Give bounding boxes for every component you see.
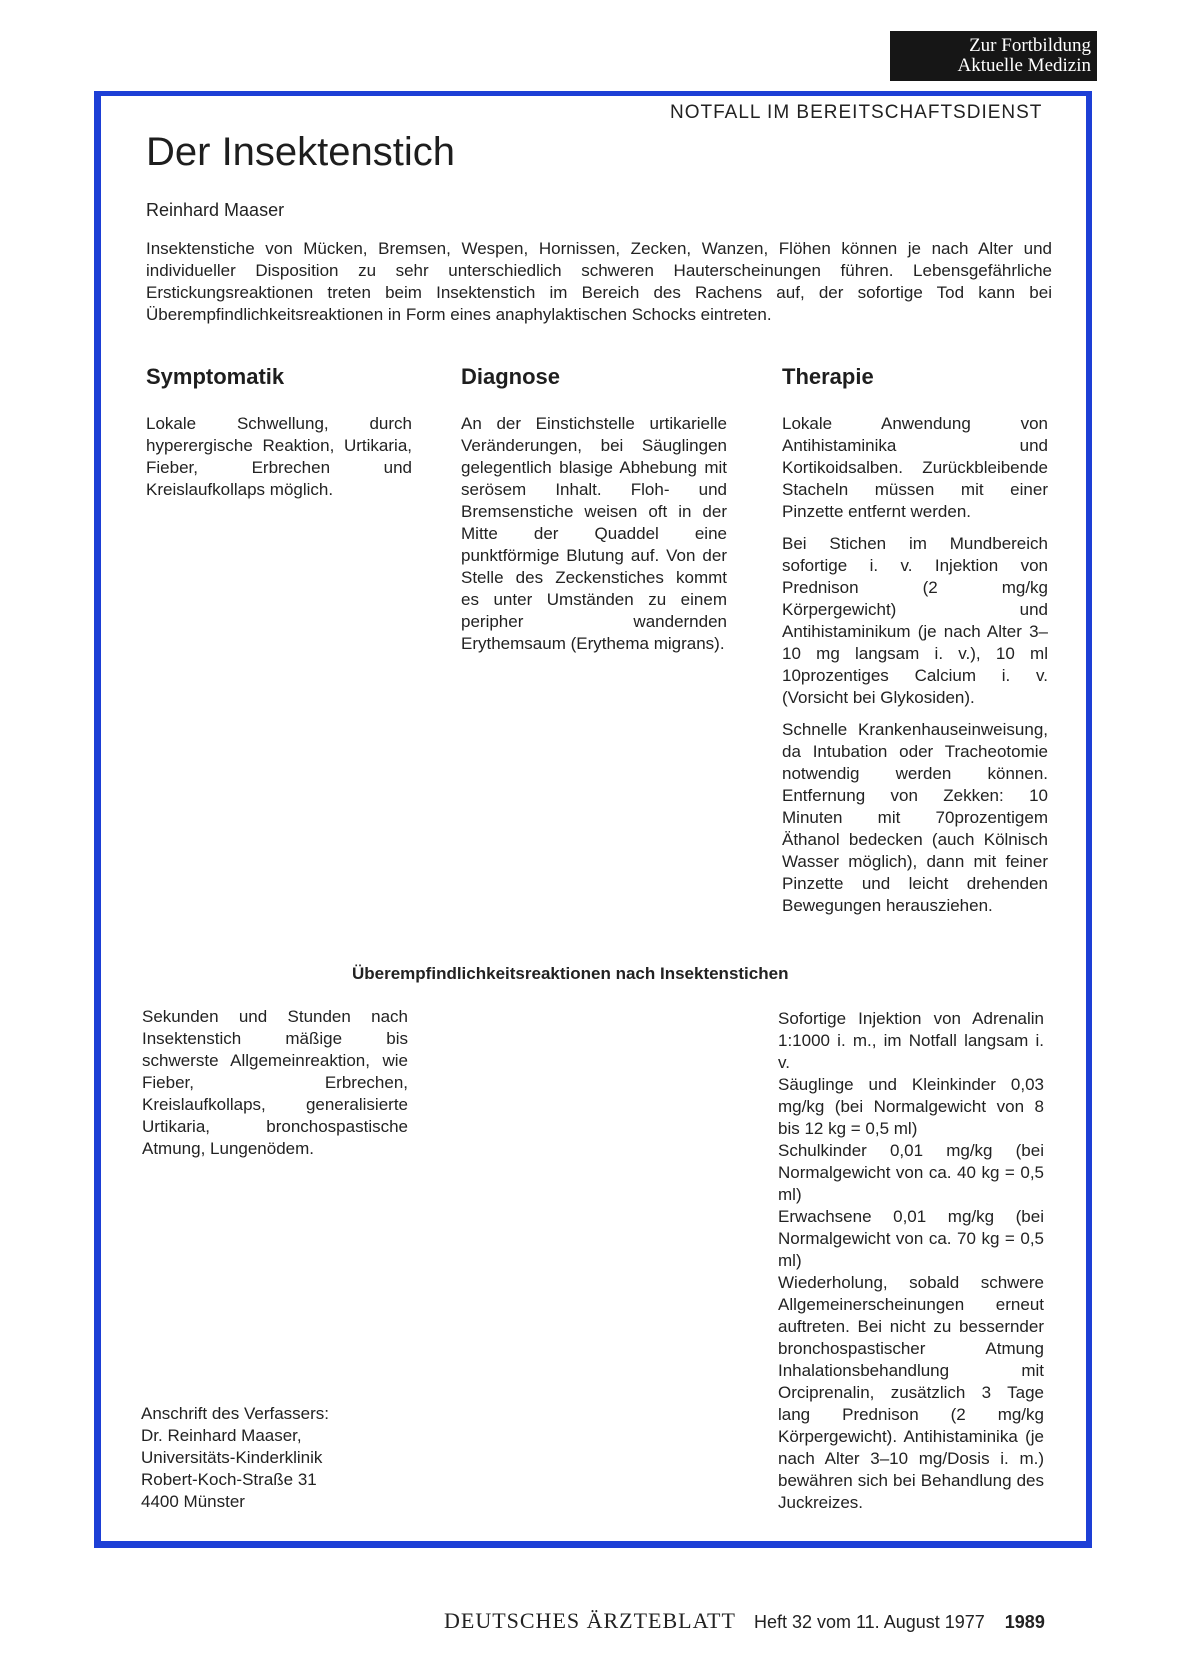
section-tag-line1: Zur Fortbildung (969, 35, 1091, 56)
article-intro: Insektenstiche von Mücken, Bremsen, Wespen, Hornissen, Zecken, Wanzen, Flöhen können je nach Alter und individueller Disposition zu sehr unterschiedlich schweren Hauterscheinungen führen. Lebensgefährliche Erstickungsreaktionen treten beim Insektenstich im Bereich des Rachens auf, der sofortige Tod kann bei Überempfindlichkeitsreaktionen in Form eines anaphylaktischen Schocks eintreten. (146, 239, 1052, 324)
hypersensitivity-symptoms: Sekunden und Stunden nach Insektenstich mäßige bis schwerste Allgemeinreaktion, wie Fieber, Erbrechen, Kreislaufkollaps, generalisierte Urtikaria, bronchospastische Atmung, Lungenödem. (142, 1007, 408, 1158)
address-institution: Universitäts-Kinderklinik (141, 1448, 323, 1467)
symptomatik-heading: Symptomatik (146, 364, 285, 389)
article-kicker: NOTFALL IM BEREITSCHAFTSDIENST (670, 102, 1043, 123)
therapie-paragraph-2: Bei Stichen im Mundbereich sofortige i. v. Injektion von Prednison (2 mg/kg Körpergewicht) und Antihistaminikum (je nach Alter 3–10 mg langsam i. v.), 10 ml 10prozentiges Calcium i. v. (Vorsicht bei Glykosiden). (782, 534, 1048, 707)
author-address (141, 1403, 329, 1513)
therapie-heading: Therapie (782, 364, 874, 389)
article-author: Reinhard Maaser (146, 200, 285, 220)
treatment-line: Wiederholung, sobald schwere Allgemeinerscheinungen erneut auftreten. Bei nicht zu bessernder bronchospastischer Atmung Inhalationsbehandlung mit Orciprenalin, zusätzlich 3 Tage lang Prednison (2 mg/kg Körpergewicht). Antihistaminika (je nach Alter 3–10 mg/Dosis i. m.) bewähren sich bei Behandlung des Juckreizes. (778, 1273, 1044, 1512)
diagnose-heading: Diagnose (461, 364, 561, 389)
journal-name: DEUTSCHES ÄRZTEBLATT (444, 1608, 736, 1633)
address-street: Robert-Koch-Straße 31 (141, 1470, 317, 1489)
therapie-paragraph-3: Schnelle Krankenhauseinweisung, da Intubation oder Tracheotomie notwendig werden können. Entfernung von Zekken: 10 Minuten mit 70prozentigem Äthanol bedecken (auch Kölnisch Wasser möglich), dann mit feiner Pinzette und leicht drehenden Bewegungen herausziehen. (782, 720, 1048, 915)
page-footer (444, 1608, 1045, 1634)
hypersensitivity-treatment (778, 1008, 1044, 1514)
hypersensitivity-title: Überempfindlichkeitsreaktionen nach Insektenstichen (352, 964, 789, 983)
article-title: Der Insektenstich (146, 130, 456, 174)
address-name: Dr. Reinhard Maaser, (141, 1426, 302, 1445)
treatment-line: Säuglinge und Kleinkinder 0,03 mg/kg (bei Normalgewicht von 8 bis 12 kg = 0,5 ml) (778, 1075, 1044, 1138)
section-tag (890, 31, 1097, 81)
therapie-paragraph-1: Lokale Anwendung von Antihistaminika und Kortikoidsalben. Zurückbleibende Stacheln müssen mit einer Pinzette entfernt werden. (782, 414, 1048, 521)
issue-info: Heft 32 vom 11. August 1977 (753, 1612, 985, 1632)
section-tag-line2: Aktuelle Medizin (957, 55, 1091, 76)
page-number: 1989 (1004, 1612, 1045, 1632)
treatment-line: Schulkinder 0,01 mg/kg (bei Normalgewicht von ca. 40 kg = 0,5 ml) (778, 1141, 1044, 1204)
treatment-line: Sofortige Injektion von Adrenalin 1:1000 i. m., im Notfall langsam i. v. (778, 1009, 1044, 1072)
address-city: 4400 Münster (141, 1492, 245, 1511)
diagnose-text: An der Einstichstelle urtikarielle Veränderungen, bei Säuglingen gelegentlich blasige Abhebung mit serösem Inhalt. Floh- und Bremsenstiche weisen oft in der Mitte der Quaddel eine punktförmige Blutung auf. Von der Stelle des Zeckenstiches kommt es unter Umständen zu einem peripher wandernden Erythemsaum (Erythema migrans). (461, 414, 727, 653)
treatment-line: Erwachsene 0,01 mg/kg (bei Normalgewicht von ca. 70 kg = 0,5 ml) (778, 1207, 1044, 1270)
symptomatik-text: Lokale Schwellung, durch hyperergische Reaktion, Urtikaria, Fieber, Erbrechen und Kreislaufkollaps möglich. (146, 414, 412, 499)
therapie-text (782, 413, 1048, 927)
address-label: Anschrift des Verfassers: (141, 1404, 330, 1423)
